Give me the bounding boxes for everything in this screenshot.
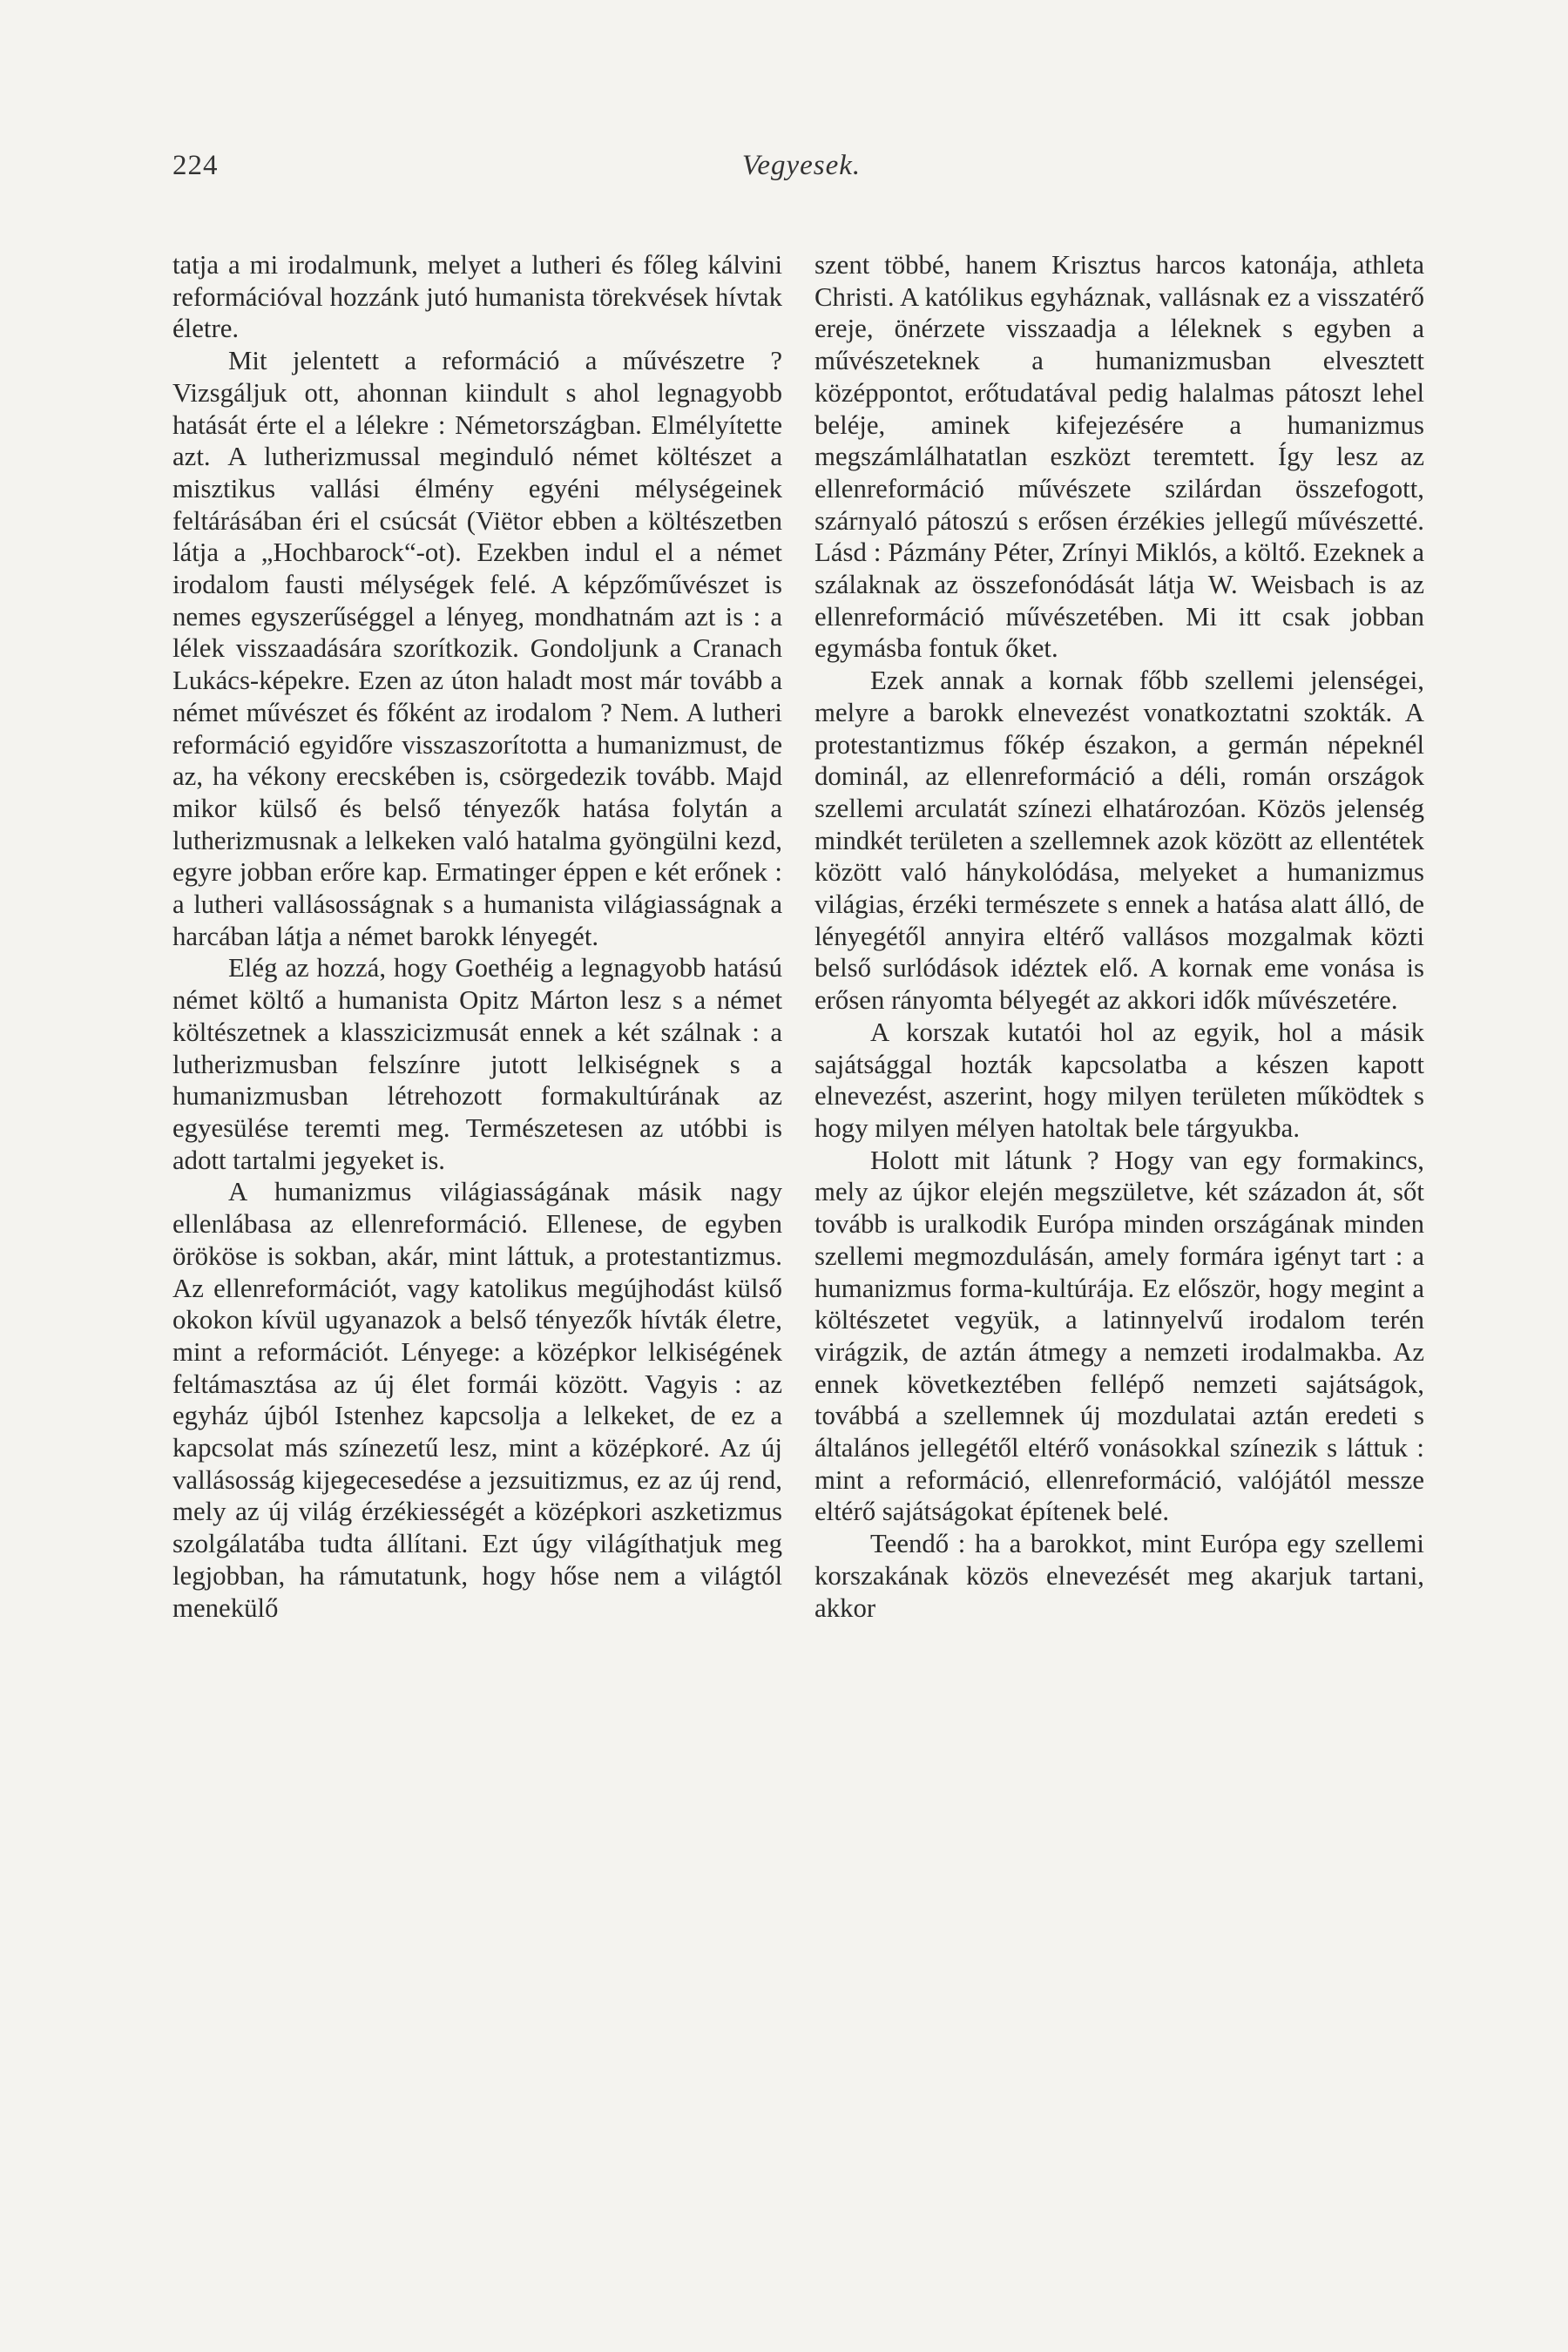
paragraph: Mit jelentett a reformáció a művészetre ? Vizsgáljuk ott, ahonnan kiindult s ahol legnagyobb hatását érte el a lélekre : Németországban. Elmélyítette azt. A lutherizmussal meginduló német költészet a misztikus vallási élmény egyéni mélységeinek feltárásában éri el csúcsát (Viëtor ebben a költészetben látja a „Hochbarock“-ot). Ezekben indul el a német irodalom fausti mélységek felé. A képzőművészet is nemes egyszerűséggel a lényeg, mondhatnám azt is : a lélek visszaadására szorítkozik. Gondoljunk a Cranach Lukács-képekre. Ezen az úton haladt most már tovább a német művészet és főként az irodalom ? Nem. A lutheri reformáció egyidőre visszaszorította a humanizmust, de az, ha vékony erecskében is, csörgedezik tovább. Majd mikor külső és belső tényezők hatása folytán a lutherizmusnak a lelkeken való hatalma gyöngülni kezd, egyre jobban erőre kap. Ermatinger éppen e két erőnek : a lutheri vallásosságnak s a humanista világiasságnak a harcában látja a német barokk lényegét. (172, 346, 782, 951)
paragraph: Elég az hozzá, hogy Goethéig a legnagyobb hatású német költő a humanista Opitz Márton lesz s a német költészetnek a klasszicizmusát ennek a két szálnak : a lutherizmusban felszínre jutott lelkiségnek s a humanizmusban létrehozott formakultúrának az egyesülése teremti meg. Természetesen az utóbbi is adott tartalmi jegyeket is. (172, 953, 782, 1175)
paragraph: Ezek annak a kornak főbb szellemi jelenségei, melyre a barokk elnevezést vonatkoztatni szokták. A protestantizmus főkép északon, a germán népeknél dominál, az ellenreformáció a déli, román országok szellemi arculatát színezi elhatározóan. Közös jelenség mindkét területen a szellemnek azok között az ellentétek között való hánykolódása, melyeket a humanizmus világias, érzéki természete s ennek a hatása alatt álló, de lényegétől annyira eltérő vallásos mozgalmak közti belső surlódások idéztek elő. A kornak eme vonása is erősen rányomta bélyegét az akkori idők művészetére. (814, 666, 1424, 1016)
page-number: 224 (172, 150, 219, 181)
paragraph: Teendő : ha a barokkot, mint Európa egy szellemi korszakának közös elnevezését meg akarjuk tartani, akkor (814, 1529, 1424, 1623)
paragraph: tatja a mi irodalmunk, melyet a lutheri és főleg kálvini reformációval hozzánk jutó humanista törekvések hívtak életre. (172, 250, 782, 344)
right-column (814, 249, 1424, 1624)
left-column (172, 249, 782, 1624)
running-title: Vegyesek. (741, 150, 862, 181)
paragraph: A humanizmus világiasságának másik nagy ellenlábasa az ellenreformáció. Ellenese, de egyben örököse is sokban, akár, mint láttuk, a protestantizmus. Az ellenreformációt, vagy katolikus megújhodást külső okokon kívül ugyanazok a belső tényezők hívták életre, mint a reformációt. Lényege: a középkor lelkiségének feltámasztása az új élet formái között. Vagyis : az egyház újból Istenhez kapcsolja a lelkeket, de ez a kapcsolat más színezetű lesz, mint a középkoré. Az új vallásosság kijegecesedése a jezsuitizmus, ez az új rend, mely az új világ érzékiességét a középkori aszketizmus szolgálatába tudta állítani. Ezt úgy világíthatjuk meg legjobban, ha rámutatunk, hogy hőse nem a világtól menekülő (172, 1177, 782, 1623)
paragraph: A korszak kutatói hol az egyik, hol a másik sajátsággal hozták kapcsolatba a készen kapott elnevezést, aszerint, hogy milyen területen működtek s hogy milyen mélyen hatoltak bele tárgyukba. (814, 1017, 1424, 1143)
paragraph: szent többé, hanem Krisztus harcos katonája, athleta Christi. A katólikus egyháznak, vallásnak ez a visszatérő ereje, önérzete visszaadja a léleknek s egyben a művészeteknek a humanizmusban elvesztett középpontot, erőtudatával pedig halalmas pátoszt lehel beléje, aminek kifejezésére a humanizmus megszámlálhatatlan eszközt teremtett. Így lesz az ellenreformáció művészete szilárdan összefogott, szárnyaló pátoszú s erősen érzékies jellegű művészetté. Lásd : Pázmány Péter, Zrínyi Miklós, a költő. Ezeknek a szálaknak az összefonódását látja W. Weisbach is az ellenreformáció művészetében. Mi itt csak jobban egymásba fontuk őket. (814, 250, 1424, 664)
paragraph: Holott mit látunk ? Hogy van egy formakincs, mely az újkor elején megszületve, két századon át, sőt tovább is uralkodik Európa minden országának minden szellemi megmozdulásán, amely formára igényt tart : a humanizmus forma-kultúrája. Ez először, hogy megint a költészetet vegyük, a latinnyelvű irodalom terén virágzik, de aztán átmegy a nemzeti irodalmakba. Az ennek következtében fellépő nemzeti sajátságok, továbbá a szellemnek új mozdulatai aztán eredeti s általános jellegétől eltérő vonásokkal színezik s láttuk : mint a reformáció, ellenreformáció, valójától messze eltérő sajátságokat építenek belé. (814, 1145, 1424, 1527)
